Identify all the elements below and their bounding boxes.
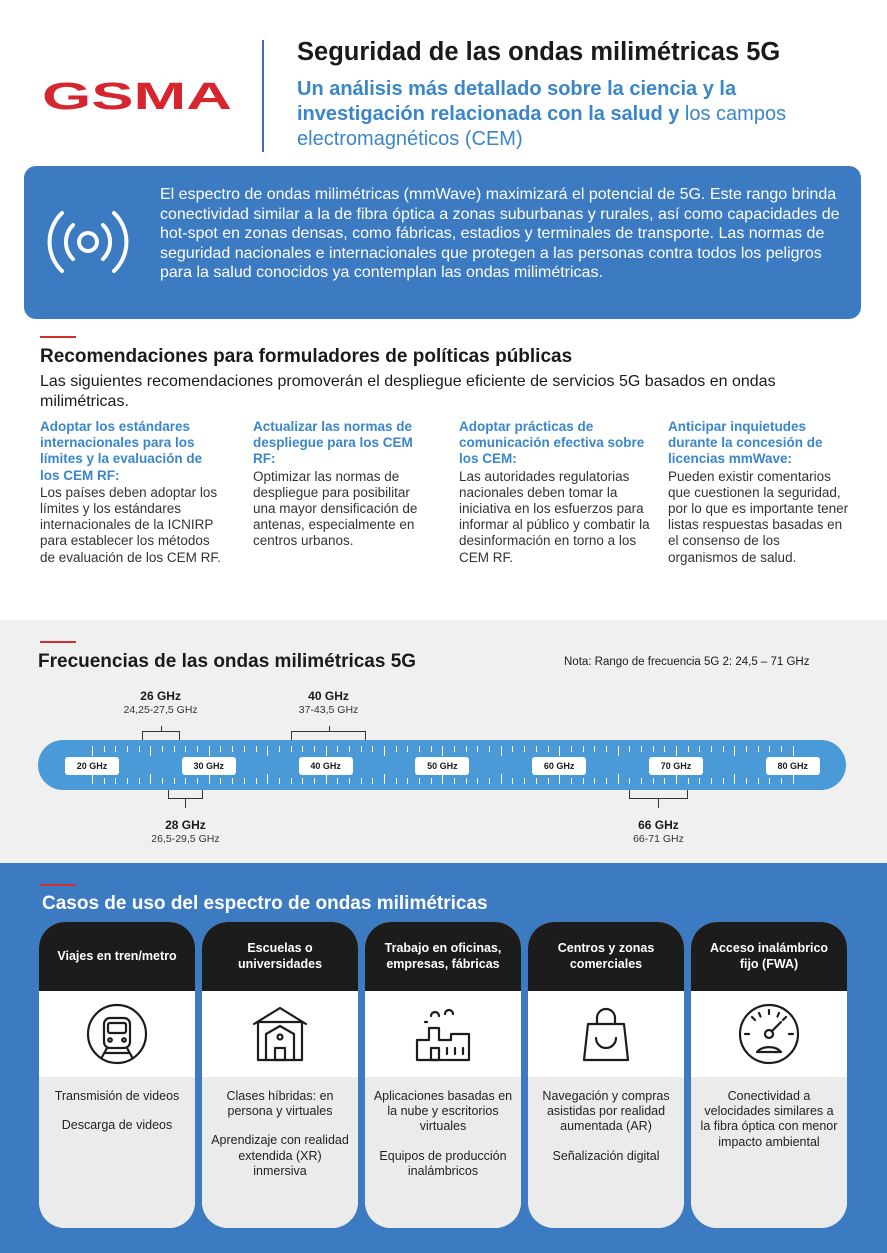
scale-tick	[92, 746, 93, 756]
section-marker	[40, 884, 76, 886]
page-title: Seguridad de las ondas milimétricas 5G	[297, 38, 781, 66]
scale-tick	[699, 746, 700, 752]
use-case-card	[39, 922, 195, 1228]
scale-tick	[477, 746, 478, 752]
scale-tick	[127, 778, 128, 784]
use-case-card	[365, 922, 521, 1228]
use-case-line: Aprendizaje con realidad extendida (XR) inmersiva	[211, 1133, 349, 1178]
frequency-note: Nota: Rango de frecuencia 5G 2: 24,5 – 71 GHz	[564, 656, 810, 668]
scale-tick	[256, 778, 257, 784]
scale-tick	[431, 778, 432, 784]
scale-tick	[419, 778, 420, 784]
scale-tick	[209, 746, 210, 756]
scale-tick	[676, 746, 677, 756]
scale-tick	[372, 778, 373, 784]
use-case-title: Escuelas o universidades	[202, 922, 358, 991]
scale-tick	[781, 746, 782, 752]
scale-tick	[629, 746, 630, 752]
scale-tick	[769, 746, 770, 752]
frequencies-title: Frecuencias de las ondas milimétricas 5G	[38, 651, 417, 672]
subtitle-emphasis: Un análisis más detallado sobre la ciencia y la investigación relacionada con la salud y	[297, 78, 737, 125]
scale-tick	[139, 778, 140, 784]
scale-tick	[512, 746, 513, 752]
scale-tick	[267, 746, 268, 756]
band-bracket-stem	[658, 799, 659, 808]
scale-tick	[291, 778, 292, 784]
scale-tick	[583, 746, 584, 752]
scale-tick	[337, 778, 338, 784]
scale-tick	[688, 778, 689, 784]
scale-tick	[489, 778, 490, 784]
scale-label: 80 GHz	[766, 757, 820, 775]
band-bracket-stem	[185, 799, 186, 808]
scale-tick	[431, 746, 432, 752]
scale-tick	[150, 774, 151, 784]
train-icon	[85, 1002, 149, 1066]
scale-label: 60 GHz	[532, 757, 586, 775]
scale-tick	[676, 774, 677, 784]
scale-tick	[746, 778, 747, 784]
use-case-line: Aplicaciones basadas en la nube y escritorios virtuales	[373, 1089, 513, 1134]
scale-tick	[653, 778, 654, 784]
scale-tick	[104, 778, 105, 784]
shopping-bag-icon	[574, 1002, 638, 1066]
band-bracket-stem	[329, 726, 330, 731]
scale-tick	[583, 778, 584, 784]
scale-tick	[267, 774, 268, 784]
scale-tick	[384, 746, 385, 756]
scale-tick	[326, 774, 327, 784]
scale-tick	[664, 746, 665, 752]
scale-tick	[139, 746, 140, 752]
scale-tick	[232, 746, 233, 752]
scale-tick	[104, 746, 105, 752]
scale-tick	[454, 746, 455, 752]
use-case-line: Clases híbridas: en persona y virtuales	[226, 1089, 334, 1119]
scale-tick	[489, 746, 490, 752]
scale-label: 20 GHz	[65, 757, 119, 775]
scale-tick	[781, 778, 782, 784]
scale-tick	[174, 778, 175, 784]
intro-text: El espectro de ondas milimétricas (mmWave) maximizará el potencial de 5G. Este rango brinda conectividad similar a la de fibra óptica a zonas suburbanas y rurales, así como capacidades de hot-spot en zonas densas, como fábricas, estadios y terminales de transporte. Las normas de seguridad nacionales e internacionales que protegen a las personas contra todos los peligros para la salud conocidos ya contemplan las ondas milimétricas.	[160, 186, 840, 281]
scale-tick	[127, 746, 128, 752]
scale-tick	[559, 774, 560, 784]
band-bracket	[629, 790, 687, 799]
scale-tick	[711, 746, 712, 752]
scale-tick	[291, 746, 292, 752]
band-range: 24,25-27,5 GHz	[123, 704, 198, 716]
scale-tick	[361, 778, 362, 784]
scale-tick	[232, 778, 233, 784]
scale-tick	[314, 778, 315, 784]
band-bracket	[168, 790, 203, 799]
scale-tick	[454, 778, 455, 784]
scale-tick	[548, 778, 549, 784]
scale-tick	[524, 778, 525, 784]
use-case-line: Conectividad a velocidades similares a la fibra óptica con menor impacto ambiental	[700, 1089, 838, 1149]
scale-tick	[279, 746, 280, 752]
band-name: 28 GHz	[165, 818, 206, 832]
scale-tick	[220, 746, 221, 752]
scale-tick	[220, 778, 221, 784]
use-case-title: Viajes en tren/metro	[39, 922, 195, 991]
recommendation-body: Optimizar las normas de despliegue para posibilitar una mayor densificación de antenas, especialmente en centros urbanos.	[253, 468, 418, 549]
scale-tick	[279, 778, 280, 784]
scale-tick	[548, 746, 549, 752]
scale-tick	[699, 778, 700, 784]
scale-tick	[769, 778, 770, 784]
scale-tick	[734, 746, 735, 756]
band-bracket-stem	[161, 726, 162, 731]
scale-tick	[337, 746, 338, 752]
scale-tick	[92, 774, 93, 784]
scale-tick	[618, 774, 619, 784]
scale-tick	[466, 746, 467, 752]
scale-tick	[197, 778, 198, 784]
scale-tick	[302, 778, 303, 784]
scale-tick	[314, 746, 315, 752]
scale-tick	[618, 746, 619, 756]
speedometer-icon	[737, 1002, 801, 1066]
use-case-title: Acceso inalámbrico fijo (FWA)	[691, 922, 847, 991]
scale-label: 30 GHz	[182, 757, 236, 775]
scale-tick	[711, 778, 712, 784]
scale-tick	[606, 778, 607, 784]
scale-tick	[326, 746, 327, 756]
scale-tick	[629, 778, 630, 784]
use-case-line: Navegación y compras asistidas por realidad aumentada (AR)	[542, 1089, 670, 1134]
scale-tick	[606, 746, 607, 752]
scale-tick	[758, 746, 759, 752]
scale-tick	[571, 778, 572, 784]
logo-text: GSMA	[42, 76, 232, 116]
scale-tick	[256, 746, 257, 752]
scale-tick	[185, 746, 186, 752]
scale-label: 50 GHz	[415, 757, 469, 775]
scale-tick	[349, 778, 350, 784]
scale-tick	[641, 746, 642, 752]
scale-tick	[571, 746, 572, 752]
recommendation-body: Los países deben adoptar los límites y los estándares internacionales de la ICNIRP para establecer los métodos de evaluación de los CEM RF.	[40, 484, 221, 565]
scale-tick	[466, 778, 467, 784]
scale-tick	[407, 778, 408, 784]
use-case-card	[528, 922, 684, 1228]
band-range: 37-43,5 GHz	[298, 704, 359, 716]
scale-tick	[734, 774, 735, 784]
scale-tick	[302, 746, 303, 752]
scale-tick	[641, 778, 642, 784]
scale-tick	[162, 746, 163, 752]
scale-tick	[115, 746, 116, 752]
recommendations-title: Recomendaciones para formuladores de políticas públicas	[40, 346, 573, 367]
use-case-line: Equipos de producción inalámbricos	[379, 1148, 507, 1178]
use-case-line: Señalización digital	[552, 1148, 660, 1163]
scale-tick	[653, 746, 654, 752]
scale-tick	[174, 746, 175, 752]
use-cases-title: Casos de uso del espectro de ondas milimétricas	[42, 893, 488, 914]
scale-tick	[723, 778, 724, 784]
band-bracket	[142, 731, 180, 740]
scale-tick	[536, 778, 537, 784]
scale-tick	[442, 774, 443, 784]
scale-tick	[723, 746, 724, 752]
scale-tick	[442, 746, 443, 756]
scale-tick	[758, 778, 759, 784]
scale-tick	[594, 778, 595, 784]
scale-tick	[688, 746, 689, 752]
scale-tick	[524, 746, 525, 752]
scale-tick	[501, 774, 502, 784]
scale-tick	[536, 746, 537, 752]
band-range: 26,5-29,5 GHz	[151, 833, 220, 845]
band-name: 66 GHz	[638, 818, 679, 832]
scale-tick	[407, 746, 408, 752]
scale-tick	[244, 778, 245, 784]
scale-tick	[793, 746, 794, 756]
scale-tick	[664, 778, 665, 784]
band-range: 66-71 GHz	[633, 833, 684, 845]
scale-tick	[361, 746, 362, 752]
use-case-card	[691, 922, 847, 1228]
use-case-line: Descarga de videos	[61, 1118, 173, 1133]
use-case-line: Transmisión de videos	[54, 1089, 180, 1103]
scale-tick	[396, 778, 397, 784]
scale-tick	[209, 774, 210, 784]
scale-tick	[185, 778, 186, 784]
recommendation-body: Pueden existir comentarios que cuestionen la seguridad, por lo que es importante tener listas respuestas basadas en el consenso de los organismos de salud.	[668, 468, 849, 565]
scale-tick	[244, 746, 245, 752]
band-bracket	[291, 731, 367, 740]
scale-tick	[559, 746, 560, 756]
scale-tick	[349, 746, 350, 752]
recommendation-heading: Adoptar prácticas de comunicación efectiva sobre los CEM:	[459, 419, 645, 467]
scale-tick	[512, 778, 513, 784]
scale-label: 70 GHz	[649, 757, 703, 775]
scale-tick	[384, 774, 385, 784]
scale-tick	[197, 746, 198, 752]
school-icon	[248, 1002, 312, 1066]
subtitle-rest: los campos electromagnéticos (CEM)	[297, 103, 787, 150]
recommendations-intro: Las siguientes recomendaciones promoverán el despliegue eficiente de servicios 5G basados en ondas milimétricas.	[40, 373, 776, 410]
scale-label: 40 GHz	[299, 757, 353, 775]
recommendation-body: Las autoridades regulatorias nacionales deben tomar la iniciativa en los esfuerzos para informar al público y combatir la desinformación en torno a los CEM RF.	[459, 468, 650, 565]
use-case-title: Trabajo en oficinas, empresas, fábricas	[365, 922, 521, 991]
scale-tick	[477, 778, 478, 784]
use-case-card	[202, 922, 358, 1228]
scale-tick	[793, 774, 794, 784]
scale-tick	[115, 778, 116, 784]
scale-tick	[372, 746, 373, 752]
recommendation-heading: Actualizar las normas de despliegue para los CEM RF:	[253, 419, 413, 467]
scale-tick	[501, 746, 502, 756]
band-name: 26 GHz	[140, 689, 181, 703]
factory-icon	[411, 1002, 475, 1066]
recommendation-heading: Anticipar inquietudes durante la concesión de licencias mmWave:	[668, 419, 823, 467]
scale-tick	[162, 778, 163, 784]
band-name: 40 GHz	[308, 689, 349, 703]
scale-tick	[150, 746, 151, 756]
scale-tick	[419, 746, 420, 752]
scale-tick	[594, 746, 595, 752]
scale-tick	[396, 746, 397, 752]
scale-tick	[746, 746, 747, 752]
use-case-title: Centros y zonas comerciales	[528, 922, 684, 991]
recommendation-heading: Adoptar los estándares internacionales para los límites y la evaluación de los CEM RF:	[40, 419, 203, 483]
